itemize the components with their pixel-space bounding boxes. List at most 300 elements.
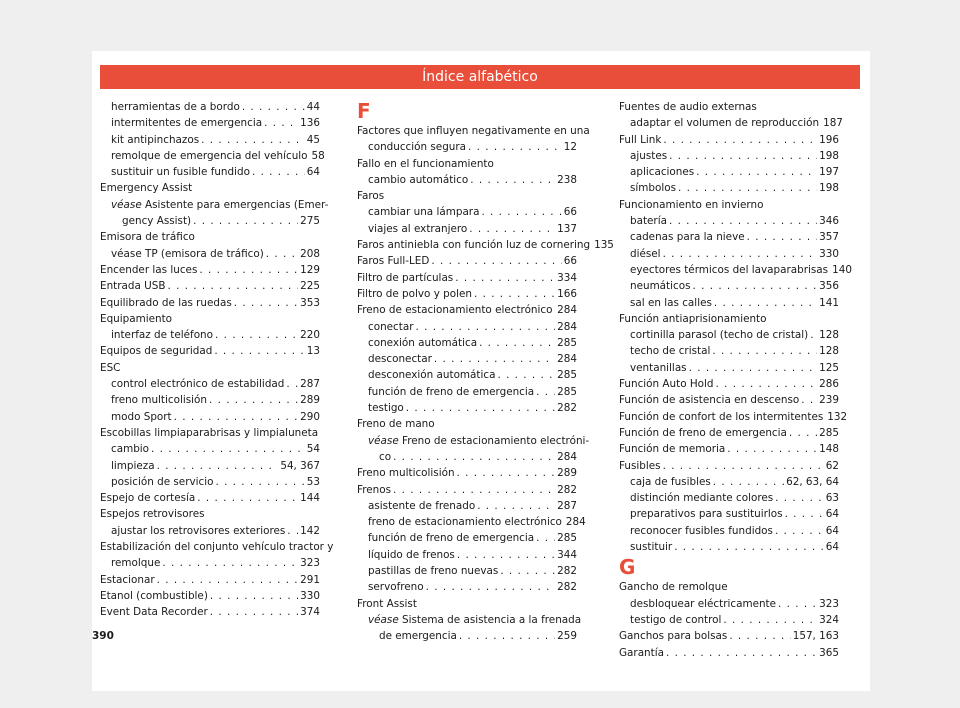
entry-pages: 284 <box>565 516 586 529</box>
entry-term: herramientas de a bordo <box>111 101 240 113</box>
index-entry <box>619 645 839 661</box>
dot-leader <box>663 458 824 474</box>
entry-pages: 53 <box>306 475 320 488</box>
index-entry <box>619 262 852 278</box>
index-entry <box>619 441 839 457</box>
index-entry <box>357 204 577 220</box>
index-entry <box>100 164 320 180</box>
dot-leader <box>554 302 555 318</box>
entry-pages: 284 <box>557 304 577 317</box>
index-entry <box>619 392 839 408</box>
entry-term: Faros Full-LED <box>357 255 430 268</box>
entry-pages: 148 <box>819 443 839 456</box>
dot-leader <box>457 547 555 563</box>
entry-term: control electrónico de estabilidad <box>111 378 285 391</box>
entry-term: símbolos <box>630 182 677 195</box>
dot-leader <box>457 465 556 481</box>
entry-pages: 238 <box>557 173 577 186</box>
index-entry <box>100 148 325 164</box>
entry-pages: 323 <box>819 597 839 610</box>
entry-term: Función Auto Hold <box>619 378 714 391</box>
section-letter: G <box>619 555 636 580</box>
entry-pages: 64 <box>306 166 320 179</box>
dot-leader <box>201 132 305 148</box>
entry-term: líquido de frenos <box>368 548 455 561</box>
index-entry <box>619 474 839 490</box>
index-entry <box>619 490 839 506</box>
entry-term: adaptar el volumen de reproducción <box>630 117 820 130</box>
entry-term: ventanillas <box>630 361 687 374</box>
entry-pages: 12 <box>563 141 577 154</box>
entry-term: ajustes <box>630 149 668 162</box>
entry-pages: 198 <box>819 149 839 162</box>
entry-term: Frenos <box>357 483 392 496</box>
index-entry <box>619 343 839 359</box>
entry-term: función de freno de emergencia <box>368 385 535 398</box>
entry-pages: 282 <box>557 565 577 578</box>
entry-pages: 64 <box>825 524 839 537</box>
index-entry <box>100 246 320 262</box>
entry-pages: 286 <box>819 378 839 391</box>
index-heading: Escobillas limpiaparabrisas y limpialuneta <box>100 426 319 439</box>
entry-pages: 275 <box>300 215 320 228</box>
entry-pages: 284 <box>557 353 577 366</box>
entry-term: Espejo de cortesía <box>100 492 196 505</box>
index-entry <box>357 384 577 400</box>
index-entry <box>100 295 320 311</box>
entry-term: cambio automático <box>368 173 469 186</box>
dot-leader <box>810 327 817 343</box>
entry-pages: 137 <box>557 222 577 235</box>
index-entry <box>619 425 839 441</box>
index-entry <box>100 409 320 425</box>
index-heading: Fallo en el funcionamiento <box>357 157 494 170</box>
entry-pages: 330 <box>819 247 839 260</box>
entry-term: Ganchos para bolsas <box>619 630 728 643</box>
index-entry <box>357 335 577 351</box>
dot-leader <box>393 482 555 498</box>
entry-pages: 284 <box>557 320 577 333</box>
index-heading: Front Assist <box>357 597 417 610</box>
index-entry <box>619 327 839 343</box>
entry-pages: 62 <box>825 459 839 472</box>
dot-leader <box>459 628 555 644</box>
index-entry <box>357 465 577 481</box>
index-entry <box>100 523 320 539</box>
index-entry <box>100 474 320 490</box>
index-entry <box>100 376 320 392</box>
dot-leader <box>689 360 818 376</box>
entry-pages: 125 <box>819 361 839 374</box>
entry-pages: 135 <box>594 239 614 252</box>
dot-leader <box>151 441 305 457</box>
entry-pages: 13 <box>306 345 320 358</box>
index-entry <box>357 172 577 188</box>
index-entry <box>100 115 320 131</box>
index-entry <box>100 555 320 571</box>
entry-term: co <box>379 450 392 463</box>
dot-leader <box>678 180 817 196</box>
index-entry <box>619 596 839 612</box>
index-entry <box>619 115 843 131</box>
index-heading: ESC <box>100 361 121 374</box>
entry-pages: 324 <box>819 613 839 626</box>
entry-pages: 132 <box>827 410 848 423</box>
dot-leader <box>674 539 824 555</box>
entry-term: cadenas para la nieve <box>630 231 745 244</box>
entry-pages: 44 <box>306 101 320 113</box>
index-entry <box>357 221 577 237</box>
index-entry <box>357 302 577 318</box>
entry-term: interfaz de teléfono <box>111 329 213 342</box>
entry-pages: 54 <box>306 443 320 456</box>
index-entry <box>100 262 320 278</box>
entry-pages: 225 <box>300 280 320 293</box>
dot-leader <box>174 409 299 425</box>
dot-leader <box>479 335 555 351</box>
entry-pages: 196 <box>819 133 839 146</box>
dot-leader <box>209 392 298 408</box>
index-heading: Gancho de remolque <box>619 581 728 594</box>
index-entry <box>100 490 320 506</box>
entry-pages: 259 <box>557 630 577 643</box>
entry-term: Faros antiniebla con función luz de cornering <box>357 239 591 252</box>
document-page <box>92 51 870 691</box>
dot-leader <box>157 572 299 588</box>
index-entry <box>619 180 839 196</box>
dot-leader <box>536 384 555 400</box>
entry-term: función de freno de emergencia <box>368 532 535 545</box>
entry-term: Función de confort de los intermitentes <box>619 410 824 423</box>
entry-pages: 287 <box>300 378 320 391</box>
index-entry <box>357 449 577 465</box>
dot-leader <box>287 523 298 539</box>
entry-pages: 282 <box>557 581 577 594</box>
dot-leader <box>214 343 304 359</box>
entry-term: Función de memoria <box>619 443 726 456</box>
index-entry <box>619 376 839 392</box>
entry-pages: 166 <box>557 287 577 300</box>
dot-leader <box>481 204 561 220</box>
dot-leader <box>696 164 817 180</box>
index-entry <box>619 213 839 229</box>
entry-term: testigo <box>368 402 404 415</box>
entry-pages: 157, 163 <box>792 630 839 643</box>
entry-pages: 282 <box>557 483 577 496</box>
page-number: 390 <box>92 630 114 642</box>
dot-leader <box>470 172 555 188</box>
index-entry <box>357 628 577 644</box>
dot-leader <box>497 367 555 383</box>
index-heading: Función antiaprisionamiento <box>619 312 767 325</box>
index-heading: Emergency Assist <box>100 182 193 195</box>
entry-term: Función de asistencia en descenso <box>619 394 800 407</box>
entry-term: testigo de control <box>630 613 722 626</box>
entry-term: Función de freno de emergencia <box>619 426 787 439</box>
entry-term: preparativos para sustituirlos <box>630 508 783 521</box>
entry-pages: 284 <box>557 450 577 463</box>
entry-pages: 291 <box>300 573 320 586</box>
index-entry <box>619 612 839 628</box>
dot-leader <box>215 474 304 490</box>
entry-term: desconexión automática <box>368 369 496 382</box>
entry-pages: 346 <box>819 215 839 228</box>
index-entry <box>100 588 320 604</box>
dot-leader <box>393 449 555 465</box>
entry-term: conducción segura <box>368 141 467 154</box>
entry-pages: 239 <box>819 394 839 407</box>
index-entry <box>100 441 320 457</box>
dot-leader <box>713 474 784 490</box>
entry-term: cambio <box>111 443 150 456</box>
dot-leader <box>199 262 298 278</box>
dot-leader <box>536 530 555 546</box>
entry-pages: 66 <box>563 206 577 219</box>
page-title: Índice alfabético <box>100 65 860 89</box>
dot-leader <box>716 376 818 392</box>
index-column-3 <box>619 99 852 661</box>
index-entry <box>357 563 577 579</box>
entry-term: limpieza <box>111 459 155 472</box>
entry-term: Freno multicolisión <box>357 467 455 480</box>
entry-pages: 282 <box>557 402 577 415</box>
see-target: Sistema de asistencia a la frenada <box>402 613 582 626</box>
entry-pages: 54, 367 <box>280 459 320 472</box>
index-entry <box>619 148 839 164</box>
index-entry <box>619 409 848 425</box>
dot-leader <box>669 213 817 229</box>
dot-leader <box>252 164 305 180</box>
entry-pages: 285 <box>557 385 577 398</box>
entry-term: Encender las luces <box>100 263 198 276</box>
index-entry <box>100 392 320 408</box>
entry-term: desconectar <box>368 353 432 366</box>
entry-pages: 198 <box>819 182 839 195</box>
index-column-1 <box>100 99 334 621</box>
dot-leader <box>500 563 555 579</box>
index-entry <box>619 360 839 376</box>
entry-pages: 62, 63, 64 <box>786 475 839 488</box>
entry-term: neumáticos <box>630 280 691 293</box>
entry-pages: 197 <box>819 166 839 179</box>
dot-leader <box>468 139 562 155</box>
see-label: véase <box>111 198 142 211</box>
entry-term: remolque <box>111 557 161 570</box>
entry-pages: 285 <box>557 369 577 382</box>
index-entry <box>100 213 320 229</box>
entry-term: caja de fusibles <box>630 475 711 488</box>
entry-term: Estacionar <box>100 573 155 586</box>
index-entry <box>357 400 577 416</box>
section-letter: F <box>357 99 371 123</box>
index-entry <box>357 319 577 335</box>
entry-pages: 285 <box>557 336 577 349</box>
dot-leader <box>801 392 817 408</box>
index-entry <box>100 458 320 474</box>
entry-term: remolque de emergencia del vehículo <box>111 149 308 162</box>
entry-term: posición de servicio <box>111 475 214 488</box>
entry-term: freno multicolisión <box>111 394 207 407</box>
index-entry <box>357 498 577 514</box>
see-reference <box>357 433 590 449</box>
index-entry <box>619 278 839 294</box>
dot-leader <box>663 132 817 148</box>
entry-pages: 374 <box>300 606 320 619</box>
dot-leader <box>426 579 556 595</box>
entry-term: intermitentes de emergencia <box>111 117 263 130</box>
index-entry <box>100 278 320 294</box>
dot-leader <box>474 286 555 302</box>
dot-leader <box>434 351 555 367</box>
entry-pages: 66 <box>563 255 577 268</box>
entry-pages: 142 <box>300 524 320 537</box>
entry-pages: 353 <box>300 296 320 309</box>
entry-pages: 141 <box>819 296 839 309</box>
entry-term: kit antipinchazos <box>111 133 200 146</box>
dot-leader <box>714 295 817 311</box>
entry-term: cambiar una lámpara <box>368 206 480 219</box>
entry-term: ajustar los retrovisores exteriores <box>111 524 286 537</box>
entry-pages: 285 <box>557 532 577 545</box>
dot-leader <box>210 604 298 620</box>
entry-term: gency Assist) <box>122 215 192 228</box>
entry-pages: 58 <box>311 149 325 162</box>
entry-term: asistente de frenado <box>368 499 476 512</box>
entry-term: Filtro de polvo y polen <box>357 287 472 300</box>
index-entry <box>619 523 839 539</box>
entry-term: diésel <box>630 247 661 260</box>
dot-leader <box>785 506 824 522</box>
entry-term: conexión automática <box>368 336 478 349</box>
entry-pages: 290 <box>300 410 320 423</box>
entry-term: eyectores térmicos del lavaparabrisas <box>630 263 829 276</box>
entry-pages: 289 <box>300 394 320 407</box>
entry-pages: 287 <box>557 499 577 512</box>
index-entry <box>619 246 839 262</box>
index-entry <box>619 132 839 148</box>
entry-term: Fusibles <box>619 459 661 472</box>
dot-leader <box>775 523 824 539</box>
dot-leader <box>455 270 555 286</box>
see-label: véase <box>368 613 399 626</box>
entry-term: freno de estacionamiento electrónico <box>368 516 562 529</box>
entry-pages: 334 <box>557 271 577 284</box>
entry-pages: 344 <box>557 548 577 561</box>
dot-leader <box>162 555 298 571</box>
dot-leader <box>286 376 298 392</box>
entry-pages: 140 <box>832 263 852 276</box>
entry-pages: 45 <box>306 133 320 146</box>
index-entry <box>100 604 320 620</box>
dot-leader <box>215 327 298 343</box>
dot-leader <box>242 99 305 115</box>
dot-leader <box>693 278 818 294</box>
entry-pages: 289 <box>557 467 577 480</box>
dot-leader <box>729 628 790 644</box>
index-entry <box>619 539 839 555</box>
index-entry <box>357 482 577 498</box>
entry-term: Full Link <box>619 133 662 146</box>
entry-pages: 64 <box>825 541 839 554</box>
dot-leader <box>415 319 555 335</box>
index-entry <box>100 572 320 588</box>
dot-leader <box>431 253 561 269</box>
entry-term: de emergencia <box>379 630 457 643</box>
entry-term: cortinilla parasol (techo de cristal) <box>630 329 809 342</box>
entry-term: batería <box>630 215 667 228</box>
dot-leader <box>469 221 555 237</box>
entry-pages: 187 <box>823 117 843 130</box>
dot-leader <box>775 490 824 506</box>
index-entry <box>100 327 320 343</box>
entry-term: sustituir un fusible fundido <box>111 166 250 179</box>
entry-term: techo de cristal <box>630 345 711 358</box>
index-entry <box>357 270 577 286</box>
dot-leader <box>167 278 298 294</box>
index-entry <box>357 253 577 269</box>
dot-leader <box>197 490 298 506</box>
dot-leader <box>663 246 818 262</box>
entry-pages: 64 <box>825 508 839 521</box>
entry-pages: 208 <box>300 247 320 260</box>
index-entry <box>357 547 577 563</box>
dot-leader <box>778 596 817 612</box>
dot-leader <box>264 115 298 131</box>
entry-term: sustituir <box>630 541 673 554</box>
see-target: Freno de estacionamiento electróni- <box>402 434 590 447</box>
entry-term: Equilibrado de las ruedas <box>100 296 232 309</box>
entry-term: sal en las calles <box>630 296 712 309</box>
index-entry <box>357 367 577 383</box>
entry-term: reconocer fusibles fundidos <box>630 524 773 537</box>
index-heading: Funcionamiento en invierno <box>619 198 764 211</box>
index-entry <box>357 579 577 595</box>
index-heading: Emisora de tráfico <box>100 231 195 244</box>
entry-pages: 129 <box>300 263 320 276</box>
entry-term: Entrada USB <box>100 280 166 293</box>
entry-pages: 285 <box>819 426 839 439</box>
entry-pages: 330 <box>300 589 320 602</box>
index-entry <box>357 351 577 367</box>
entry-term: Equipos de seguridad <box>100 345 213 358</box>
index-entry <box>619 506 839 522</box>
entry-term: desbloquear eléctricamente <box>630 597 777 610</box>
index-entry <box>357 237 614 253</box>
entry-term: pastillas de freno nuevas <box>368 565 499 578</box>
index-heading: Estabilización del conjunto vehículo tractor y <box>100 541 334 554</box>
entry-term: viajes al extranjero <box>368 222 468 235</box>
entry-pages: 128 <box>819 329 839 342</box>
dot-leader <box>727 441 817 457</box>
index-column-2 <box>357 99 614 645</box>
index-entry <box>357 286 577 302</box>
dot-leader <box>723 612 817 628</box>
dot-leader <box>210 588 298 604</box>
index-heading: Equipamiento <box>100 312 173 325</box>
entry-term: modo Sport <box>111 410 172 423</box>
index-heading: Factores que influyen negativamente en una <box>357 125 590 137</box>
dot-leader <box>712 343 817 359</box>
dot-leader <box>477 498 555 514</box>
entry-pages: 128 <box>819 345 839 358</box>
index-entry <box>357 514 586 530</box>
entry-pages: 357 <box>819 231 839 244</box>
entry-pages: 136 <box>300 117 320 130</box>
dot-leader <box>157 458 279 474</box>
index-entry <box>100 343 320 359</box>
entry-pages: 323 <box>300 557 320 570</box>
see-label: véase <box>368 434 399 447</box>
